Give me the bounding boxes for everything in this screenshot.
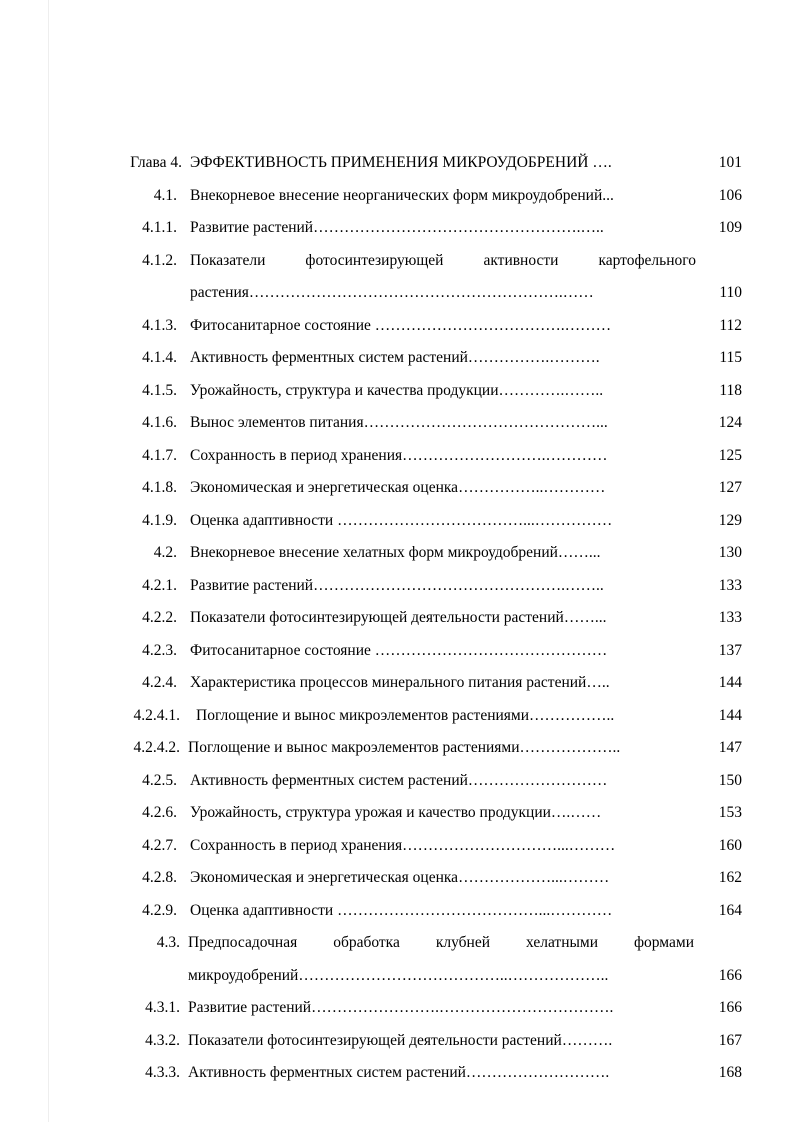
toc-page: 137 bbox=[718, 641, 742, 659]
toc-title: Фитосанитарное состояние ……………………………………… bbox=[190, 641, 608, 659]
toc-number: 4.1.7. bbox=[142, 446, 177, 464]
toc-row bbox=[0, 797, 793, 830]
toc-title: Внекорневое внесение хелатных форм микроудобрений……... bbox=[190, 544, 601, 561]
toc-number: 4.1.6. bbox=[142, 414, 177, 431]
toc-row bbox=[0, 1057, 793, 1090]
toc-row bbox=[0, 602, 793, 635]
toc-title: Активность ферментных систем растений…………….………. bbox=[190, 349, 600, 366]
toc-page: 118 bbox=[719, 381, 742, 399]
toc-row bbox=[0, 375, 793, 408]
toc-title: растения…………………………………………………….…… bbox=[190, 284, 594, 301]
toc-title bbox=[188, 927, 698, 960]
toc-title-text: Показатели фотосинтезирующей активности картофельного bbox=[190, 251, 696, 269]
toc-page: 150 bbox=[718, 771, 742, 789]
toc-row bbox=[0, 732, 793, 765]
toc-title: Развитие растений…………………….……………………………. bbox=[188, 999, 614, 1016]
toc-page: 133 bbox=[718, 609, 742, 626]
toc-row bbox=[0, 440, 793, 473]
toc-number: 4.1.3. bbox=[142, 316, 177, 334]
toc-page: 109 bbox=[718, 219, 742, 236]
toc-number: 4.1. bbox=[153, 186, 177, 204]
toc-page: 115 bbox=[719, 349, 742, 366]
toc-title: Развитие растений………………………………………….…….. bbox=[190, 576, 604, 594]
toc-number: 4.2.1. bbox=[142, 576, 177, 594]
toc-page: 166 bbox=[718, 966, 742, 984]
toc-row bbox=[0, 700, 793, 733]
toc-page: 125 bbox=[718, 446, 742, 464]
toc-number: 4.2.2. bbox=[142, 609, 177, 626]
toc-page: 160 bbox=[718, 836, 742, 854]
toc-title: Экономическая и энергетическая оценка………………...……… bbox=[190, 869, 610, 886]
table-of-contents bbox=[0, 147, 793, 1090]
toc-row bbox=[0, 407, 793, 440]
toc-row bbox=[0, 992, 793, 1025]
toc-title: Активность ферментных систем растений……………………… bbox=[190, 771, 608, 789]
toc-number: 4.3. bbox=[156, 934, 180, 951]
toc-page: 129 bbox=[718, 511, 742, 529]
toc-number: 4.2.8. bbox=[142, 869, 177, 886]
toc-chapter-number: Глава 4. bbox=[130, 154, 182, 171]
toc-title: Урожайность, структура и качества продукции………….…….. bbox=[190, 381, 604, 399]
toc-title: Показатели фотосинтезирующей деятельности растений……... bbox=[190, 609, 607, 626]
toc-title: Поглощение и вынос микроэлементов растениями…………….. bbox=[196, 706, 615, 724]
toc-page: 110 bbox=[719, 284, 742, 301]
toc-title-text: Предпосадочная обработка клубней хелатными формами bbox=[188, 934, 694, 951]
toc-number: 4.1.5. bbox=[142, 381, 177, 399]
toc-row bbox=[0, 570, 793, 603]
toc-row bbox=[0, 1025, 793, 1058]
toc-row bbox=[0, 472, 793, 505]
toc-number: 4.2.9. bbox=[142, 901, 177, 919]
toc-title: Развитие растений…………………………………………….….. bbox=[190, 219, 604, 236]
toc-title: Фитосанитарное состояние ……………………………….……… bbox=[190, 316, 612, 334]
toc-number: 4.2.7. bbox=[142, 836, 177, 854]
toc-row bbox=[0, 245, 793, 278]
toc-page: 162 bbox=[718, 869, 742, 886]
toc-number: 4.1.9. bbox=[142, 511, 177, 529]
toc-title bbox=[190, 245, 696, 278]
toc-number: 4.3.1. bbox=[145, 999, 180, 1016]
toc-title: Вынос элементов питания………………………………………... bbox=[190, 414, 608, 431]
toc-row bbox=[0, 765, 793, 798]
toc-title: микроудобрений…………………………………..……………….. bbox=[188, 966, 609, 984]
toc-number: 4.1.1. bbox=[142, 219, 177, 236]
toc-chapter-row bbox=[0, 147, 793, 180]
toc-title: Урожайность, структура урожая и качество продукции….…… bbox=[190, 804, 602, 821]
toc-page: 168 bbox=[718, 1064, 742, 1081]
toc-title: Сохранность в период хранения…………………………...……… bbox=[190, 836, 616, 854]
toc-page: 144 bbox=[718, 674, 742, 691]
toc-number: 4.2. bbox=[153, 544, 177, 561]
toc-title: Активность ферментных систем растений………………………. bbox=[188, 1064, 610, 1081]
toc-page: 166 bbox=[718, 999, 742, 1016]
toc-page: 127 bbox=[718, 479, 742, 496]
toc-row-continuation bbox=[0, 960, 793, 993]
toc-chapter-page: 101 bbox=[718, 154, 742, 171]
toc-row bbox=[0, 667, 793, 700]
toc-row bbox=[0, 505, 793, 538]
toc-page: 147 bbox=[718, 739, 742, 756]
toc-row bbox=[0, 862, 793, 895]
toc-title: Экономическая и энергетическая оценка……………..………… bbox=[190, 479, 606, 496]
toc-title: Характеристика процессов минерального питания растений….. bbox=[190, 674, 610, 691]
toc-title: Внекорневое внесение неорганических форм микроудобрений... bbox=[190, 186, 614, 204]
toc-row bbox=[0, 180, 793, 213]
toc-title: Оценка адаптивности ………………………………...…………… bbox=[190, 511, 613, 529]
toc-number: 4.2.5. bbox=[142, 771, 177, 789]
toc-title: Поглощение и вынос макроэлементов растениями……………….. bbox=[188, 739, 621, 756]
toc-number: 4.2.4. bbox=[142, 674, 177, 691]
toc-number: 4.2.3. bbox=[142, 641, 177, 659]
toc-row bbox=[0, 212, 793, 245]
toc-row bbox=[0, 830, 793, 863]
toc-number: 4.2.4.1. bbox=[133, 706, 180, 724]
toc-title: Показатели фотосинтезирующей деятельности растений………. bbox=[188, 1031, 613, 1049]
toc-row bbox=[0, 342, 793, 375]
toc-page: 164 bbox=[718, 901, 742, 919]
toc-number: 4.1.8. bbox=[142, 479, 177, 496]
toc-row bbox=[0, 635, 793, 668]
toc-page: 144 bbox=[718, 706, 742, 724]
toc-title: Сохранность в период хранения……………………….………… bbox=[190, 446, 608, 464]
toc-number: 4.1.2. bbox=[142, 251, 177, 269]
toc-number: 4.2.6. bbox=[142, 804, 177, 821]
toc-page: 133 bbox=[718, 576, 742, 594]
toc-page: 106 bbox=[718, 186, 742, 204]
toc-number: 4.1.4. bbox=[142, 349, 177, 366]
toc-page: 167 bbox=[718, 1031, 742, 1049]
toc-page: 124 bbox=[718, 414, 742, 431]
toc-row bbox=[0, 537, 793, 570]
toc-row bbox=[0, 927, 793, 960]
toc-page: 153 bbox=[718, 804, 742, 821]
toc-page: 130 bbox=[718, 544, 742, 561]
toc-number: 4.2.4.2. bbox=[133, 739, 180, 756]
toc-number: 4.3.2. bbox=[145, 1031, 180, 1049]
toc-title: Оценка адаптивности …………………………………...………… bbox=[190, 901, 613, 919]
toc-page: 112 bbox=[719, 316, 742, 334]
toc-row bbox=[0, 310, 793, 343]
toc-chapter-title: ЭФФЕКТИВНОСТЬ ПРИМЕНЕНИЯ МИКРОУДОБРЕНИЙ …. bbox=[190, 154, 612, 171]
toc-row-continuation bbox=[0, 277, 793, 310]
toc-row bbox=[0, 895, 793, 928]
toc-number: 4.3.3. bbox=[145, 1064, 180, 1081]
